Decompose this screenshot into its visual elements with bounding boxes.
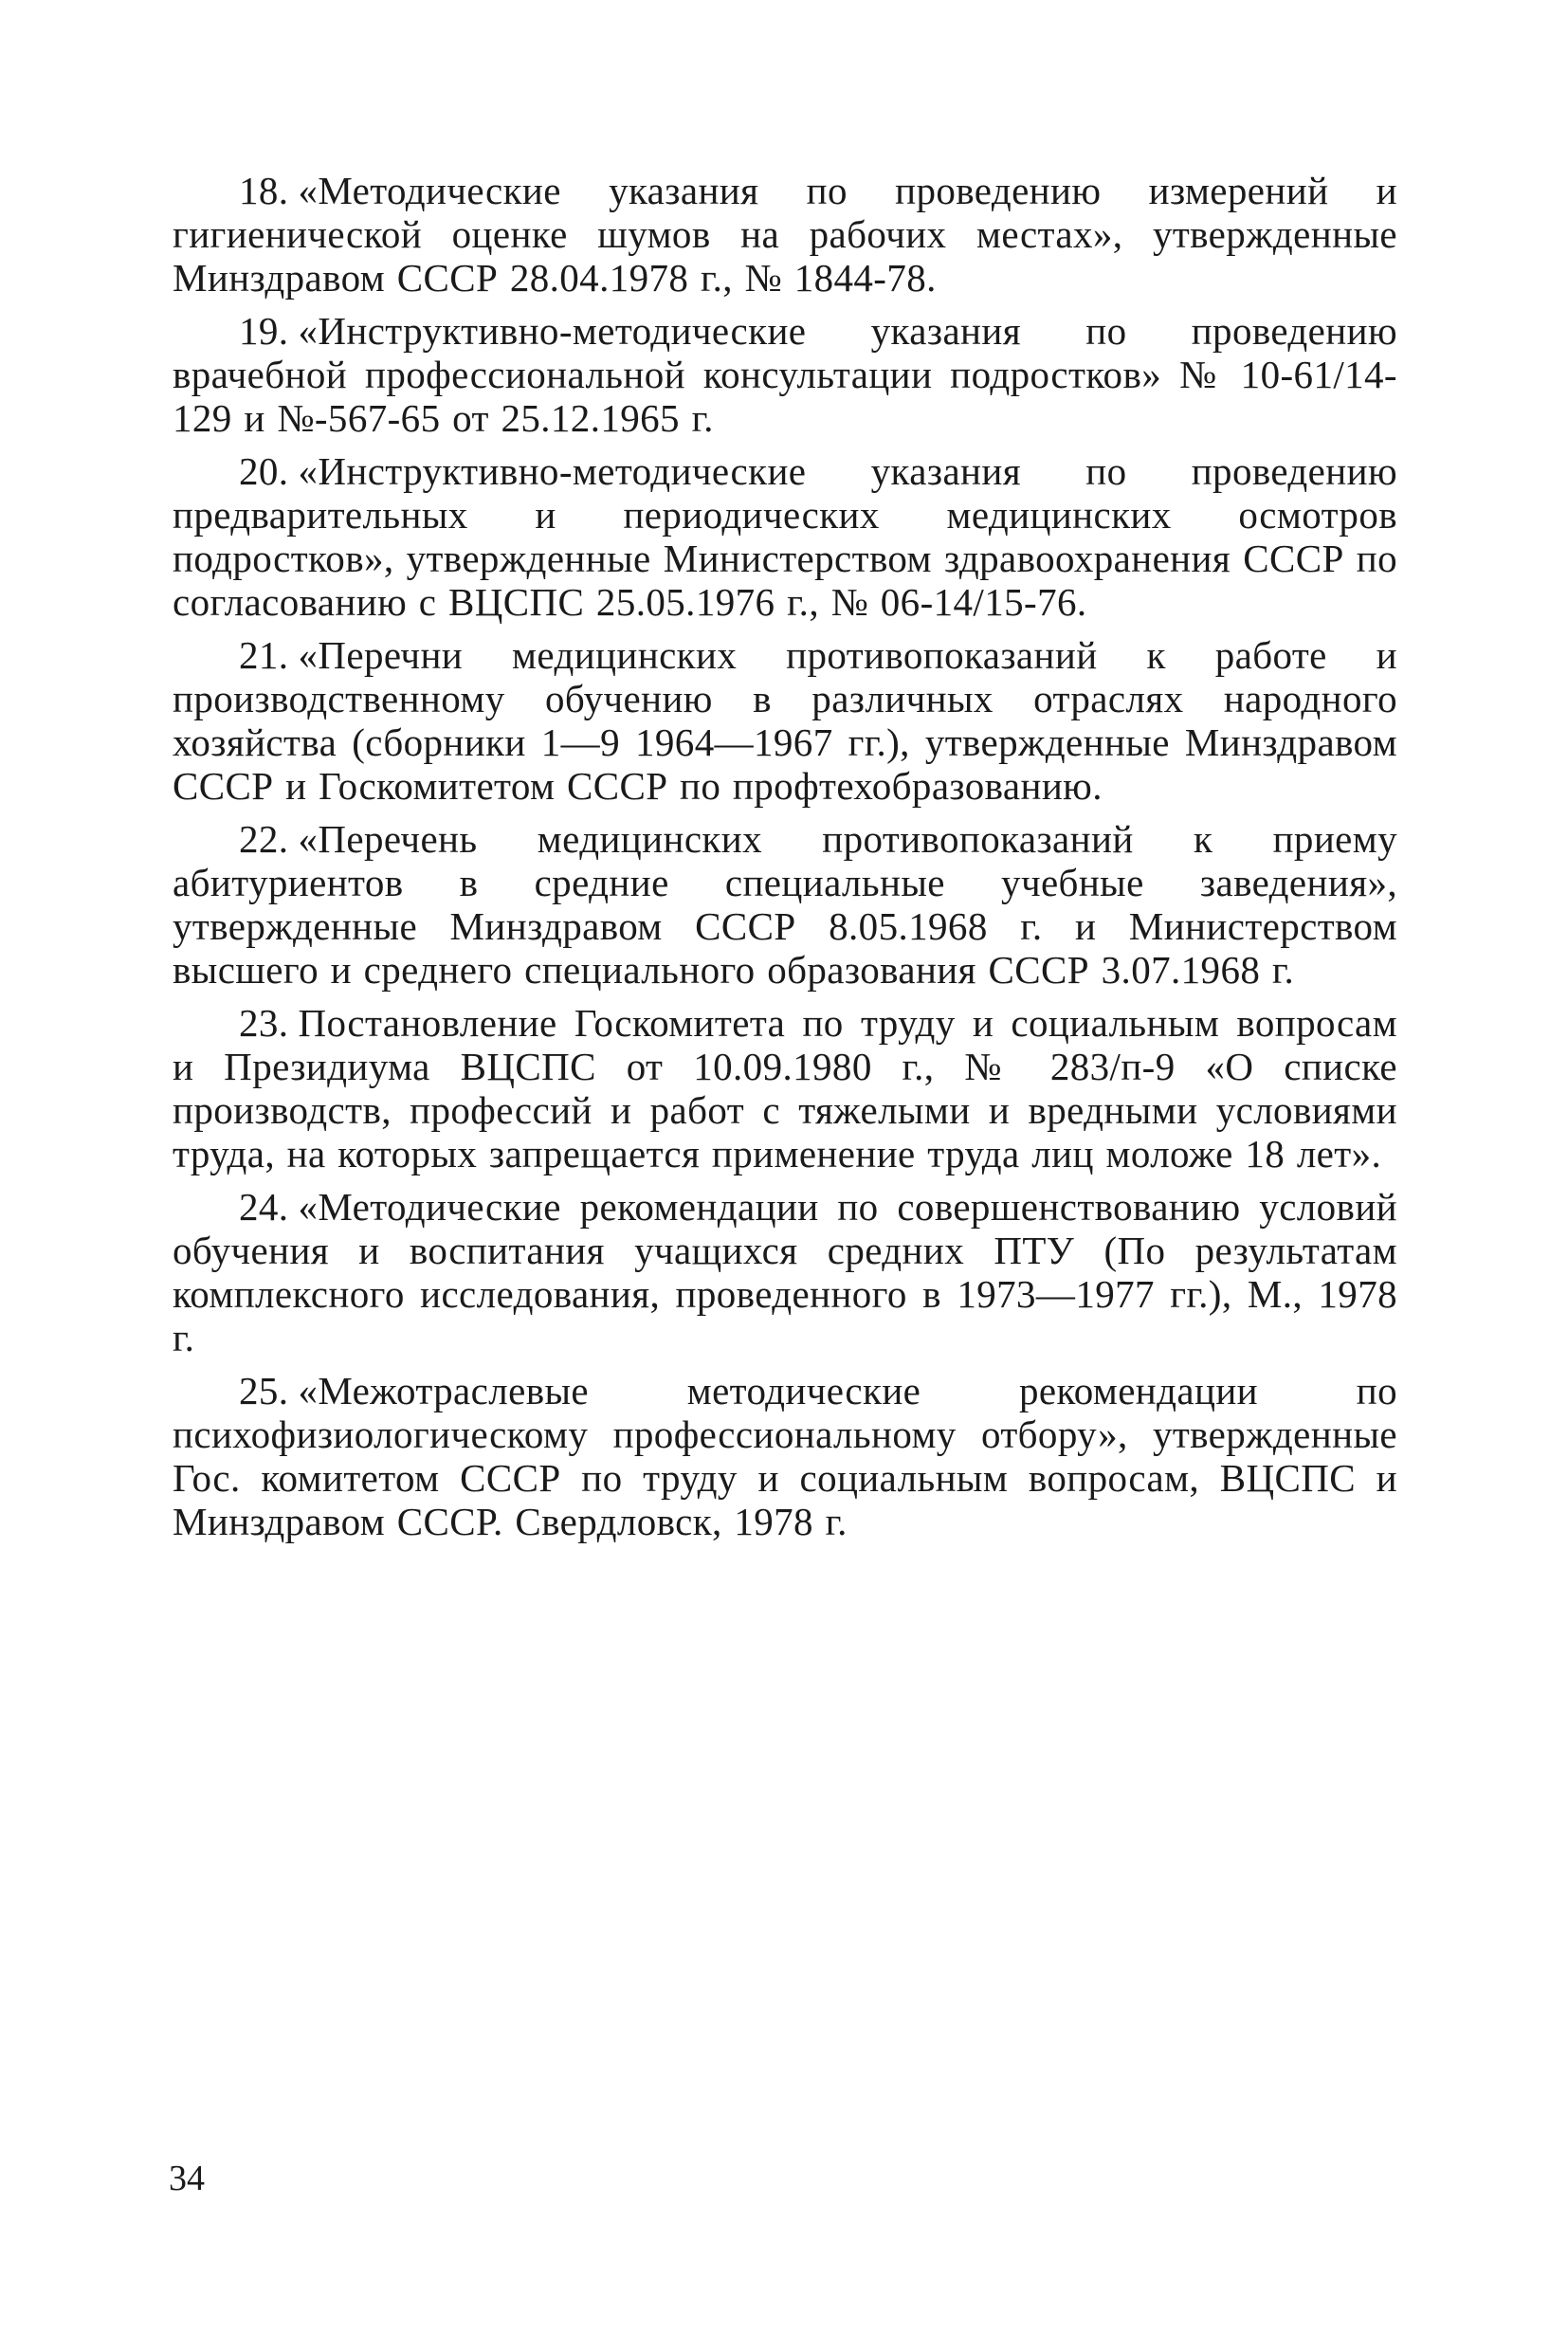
reference-list xyxy=(173,169,1397,1553)
reference-entry-22 xyxy=(173,817,1397,992)
reference-entry-23 xyxy=(173,1001,1397,1176)
entry-text: «Инструктивно-методические указания по проведению предварительных и периодических медицинских осмотров подростков», утвержденные Министерством здравоохранения СССР по согласованию с ВЦСПС 25.05.1976 г., № 06-14/15-76. xyxy=(173,449,1397,624)
entry-number: 22. xyxy=(239,817,289,861)
entry-number: 21. xyxy=(239,633,289,677)
entry-text: «Инструктивно-методические указания по проведению врачебной профессиональной консультации подростков» № 10-61/14-129 и №-567-65 от 25.12.1965 г. xyxy=(173,309,1397,440)
page-number: 34 xyxy=(169,2159,205,2198)
entry-number: 20. xyxy=(239,449,289,493)
entry-number: 25. xyxy=(239,1369,289,1412)
entry-text: «Перечень медицинских противопоказаний к приему абитуриентов в средние специальные учебные заведения», утвержденные Минздравом СССР 8.05.1968 г. и Министерством высшего и среднего специального образования СССР 3.07.1968 г. xyxy=(173,817,1397,992)
reference-entry-20 xyxy=(173,449,1397,624)
entry-text: «Методические рекомендации по совершенствованию условий обучения и воспитания учащихся средних ПТУ (По результатам комплексного исследования, проведенного в 1973—1977 гг.), М., 1978 г. xyxy=(173,1185,1397,1359)
entry-text: Постановление Госкомитета по труду и социальным вопросам и Президиума ВЦСПС от 10.09.1980 г., № 283/п-9 «О списке производств, профессий и работ с тяжелыми и вредными условиями труда, на которых запрещается применение труда лиц моложе 18 лет». xyxy=(173,1001,1397,1176)
entry-number: 19. xyxy=(239,309,289,353)
entry-text: «Методические указания по проведению измерений и гигиенической оценке шумов на рабочих местах», утвержденные Минздравом СССР 28.04.1978 г., № 1844-78. xyxy=(173,169,1397,300)
entry-text: «Перечни медицинских противопоказаний к работе и производственному обучению в различных отраслях народного хозяйства (сборники 1—9 1964—1967 гг.), утвержденные Минздравом СССР и Госкомитетом СССР по профтехобразованию. xyxy=(173,633,1397,808)
reference-entry-21 xyxy=(173,633,1397,808)
reference-entry-19 xyxy=(173,309,1397,440)
reference-entry-25 xyxy=(173,1369,1397,1543)
entry-number: 18. xyxy=(239,169,289,212)
entry-number: 24. xyxy=(239,1185,289,1229)
entry-text: «Межотраслевые методические рекомендации по психофизиологическому профессиональному отбору», утвержденные Гос. комитетом СССР по труду и социальным вопросам, ВЦСПС и Минздравом СССР. Свердловск, 1978 г. xyxy=(173,1369,1397,1543)
reference-entry-24 xyxy=(173,1185,1397,1359)
reference-entry-18 xyxy=(173,169,1397,300)
entry-number: 23. xyxy=(239,1001,289,1045)
